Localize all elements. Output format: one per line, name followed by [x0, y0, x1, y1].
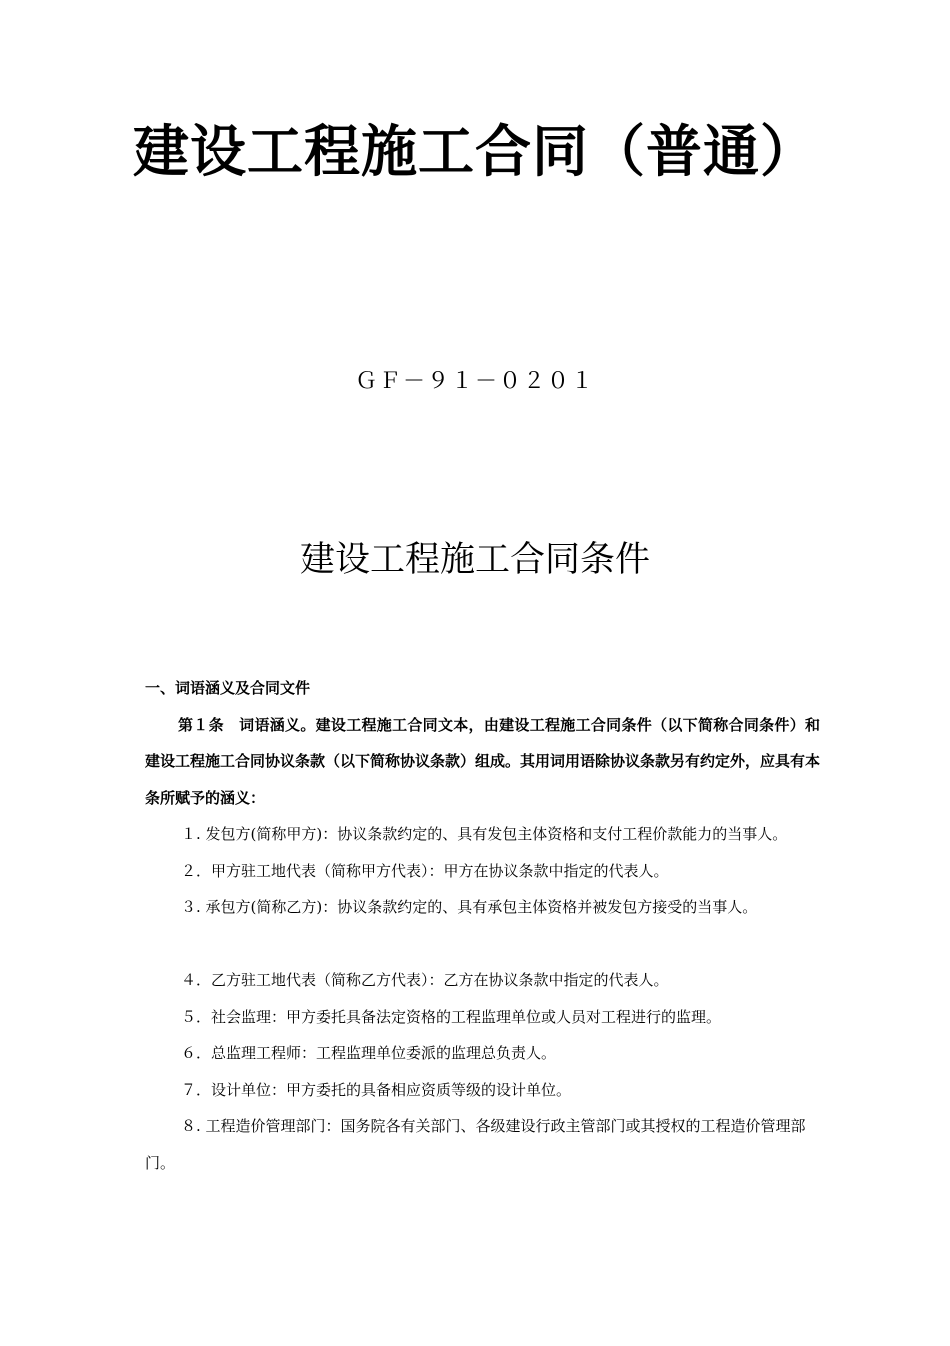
- article-1: 第１条 词语涵义。建设工程施工合同文本，由建设工程施工合同条件（以下简称合同条件）和建设工程施工合同协议条款（以下简称协议条款）组成。其用词用语除协议条款另有约定外，应具有本条所赋予的涵义：: [145, 715, 821, 807]
- list-item: １. 发包方(简称甲方)：协议条款约定的、具有发包主体资格和支付工程价款能力的当事人。: [181, 825, 788, 843]
- document-code: ＧＦ－９１－０２０１: [354, 369, 595, 394]
- list-item: ８. 工程造价管理部门：国务院各有关部门、各级建设行政主管部门或其授权的工程造价管理部门。: [145, 1117, 806, 1172]
- document-subtitle: 建设工程施工合同条件: [299, 540, 650, 580]
- blank-line: [145, 926, 820, 963]
- document-body: [145, 670, 820, 1181]
- list-item: ７．设计单位：甲方委托的具备相应资质等级的设计单位。: [181, 1080, 572, 1099]
- list-item: ６．总监理工程师：工程监理单位委派的监理总负责人。: [181, 1044, 557, 1062]
- document-title: 建设工程施工合同（普通）: [133, 119, 817, 185]
- list-item: ５．社会监理：甲方委托具备法定资格的工程监理单位或人员对工程进行的监理。: [181, 1007, 722, 1026]
- list-item: ３. 承包方(简称乙方)：协议条款约定的、具有承包主体资格并被发包方接受的当事人。: [181, 898, 758, 916]
- list-item: ４．乙方驻工地代表（简称乙方代表）：乙方在协议条款中指定的代表人。: [181, 971, 669, 989]
- section-heading: 一、词语涵义及合同文件: [145, 679, 311, 697]
- list-item: ２．甲方驻工地代表（简称甲方代表）：甲方在协议条款中指定的代表人。: [181, 861, 669, 880]
